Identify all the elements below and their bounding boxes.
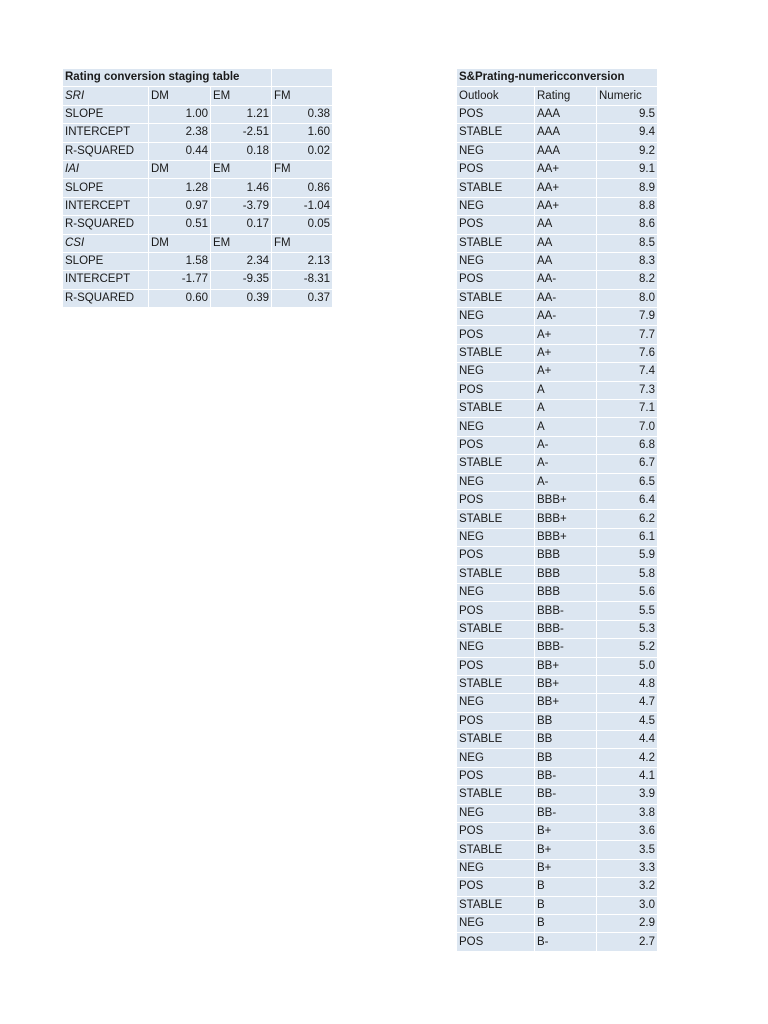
staging-row-label: SLOPE (63, 179, 149, 197)
staging-data-row (63, 290, 333, 308)
sp-outlook-cell: STABLE (457, 676, 535, 694)
sp-outlook-cell: STABLE (457, 841, 535, 859)
sp-numeric-cell: 3.9 (597, 786, 658, 804)
sp-data-row (457, 621, 658, 639)
sp-numeric-cell: 3.6 (597, 823, 658, 841)
sp-data-row (457, 437, 658, 455)
staging-value-cell: 1.58 (149, 253, 211, 271)
sp-outlook-cell: NEG (457, 418, 535, 436)
staging-section-name: IAI (63, 161, 149, 179)
sp-data-row (457, 235, 658, 253)
sp-data-row (457, 363, 658, 381)
sp-numeric-cell: 8.6 (597, 216, 658, 234)
sp-numeric-cell: 8.9 (597, 179, 658, 197)
sp-rating-cell: A- (535, 437, 597, 455)
sp-rating-table (457, 69, 658, 952)
sp-numeric-cell: 7.0 (597, 418, 658, 436)
sp-data-row (457, 382, 658, 400)
sp-data-row (457, 823, 658, 841)
sp-outlook-cell: NEG (457, 694, 535, 712)
sp-data-row (457, 326, 658, 344)
staging-section-header-row (63, 87, 333, 105)
sp-numeric-cell: 6.8 (597, 437, 658, 455)
sp-numeric-cell: 6.5 (597, 474, 658, 492)
sp-rating-cell: AA+ (535, 198, 597, 216)
sp-numeric-cell: 5.6 (597, 584, 658, 602)
sp-rating-cell: BBB+ (535, 510, 597, 528)
sp-rating-cell: B (535, 878, 597, 896)
sp-rating-cell: BBB+ (535, 492, 597, 510)
sp-outlook-cell: POS (457, 933, 535, 951)
sp-outlook-cell: POS (457, 768, 535, 786)
staging-data-row (63, 143, 333, 161)
sp-numeric-cell: 8.2 (597, 271, 658, 289)
sp-rating-cell: BB (535, 749, 597, 767)
sp-data-row (457, 216, 658, 234)
sp-numeric-cell: 4.7 (597, 694, 658, 712)
sp-rating-cell: BBB (535, 547, 597, 565)
sp-data-row (457, 198, 658, 216)
sp-outlook-cell: NEG (457, 143, 535, 161)
sp-rating-cell: AA+ (535, 179, 597, 197)
staging-data-row (63, 179, 333, 197)
staging-row-label: INTERCEPT (63, 198, 149, 216)
sp-outlook-cell: POS (457, 492, 535, 510)
sp-rating-cell: BBB+ (535, 529, 597, 547)
sp-rating-table-body (457, 69, 658, 952)
staging-title: Rating conversion staging table (63, 69, 272, 87)
sp-data-row (457, 510, 658, 528)
sp-data-row (457, 749, 658, 767)
sp-rating-cell: BB- (535, 805, 597, 823)
sp-rating-cell: BB+ (535, 676, 597, 694)
staging-value-cell: 0.60 (149, 290, 211, 308)
staging-row-label: INTERCEPT (63, 124, 149, 142)
sp-data-row (457, 897, 658, 915)
sp-outlook-cell: STABLE (457, 510, 535, 528)
sp-outlook-cell: NEG (457, 474, 535, 492)
sp-data-row (457, 676, 658, 694)
sp-rating-cell: A (535, 382, 597, 400)
sp-numeric-cell: 9.4 (597, 124, 658, 142)
sp-rating-cell: A+ (535, 345, 597, 363)
sp-outlook-cell: STABLE (457, 400, 535, 418)
sp-rating-cell: AAA (535, 143, 597, 161)
sp-data-row (457, 290, 658, 308)
sp-data-row (457, 786, 658, 804)
staging-section-name: CSI (63, 235, 149, 253)
sp-numeric-cell: 6.4 (597, 492, 658, 510)
sp-numeric-cell: 8.3 (597, 253, 658, 271)
sp-rating-cell: B+ (535, 823, 597, 841)
sp-outlook-cell: NEG (457, 639, 535, 657)
staging-row-label: R-SQUARED (63, 216, 149, 234)
staging-data-row (63, 271, 333, 289)
staging-table (63, 69, 333, 308)
staging-value-cell: -9.35 (211, 271, 272, 289)
sp-data-row (457, 253, 658, 271)
sp-numeric-cell: 5.0 (597, 658, 658, 676)
sp-numeric-cell: 4.4 (597, 731, 658, 749)
sp-numeric-cell: 4.2 (597, 749, 658, 767)
sp-numeric-cell: 5.2 (597, 639, 658, 657)
staging-column-header: DM (149, 235, 211, 253)
sp-data-row (457, 602, 658, 620)
sp-rating-cell: BB (535, 713, 597, 731)
sp-outlook-cell: POS (457, 437, 535, 455)
staging-column-header: EM (211, 235, 272, 253)
sp-data-row (457, 768, 658, 786)
sp-data-row (457, 658, 658, 676)
staging-title-row (63, 69, 333, 87)
staging-value-cell: 0.97 (149, 198, 211, 216)
sp-outlook-cell: POS (457, 216, 535, 234)
sp-rating-cell: BB+ (535, 658, 597, 676)
staging-data-row (63, 106, 333, 124)
sp-rating-cell: BBB (535, 566, 597, 584)
sp-numeric-cell: 5.5 (597, 602, 658, 620)
staging-value-cell: -1.77 (149, 271, 211, 289)
staging-value-cell: -1.04 (272, 198, 333, 216)
sp-outlook-cell: NEG (457, 198, 535, 216)
sp-numeric-cell: 7.3 (597, 382, 658, 400)
sp-rating-cell: BBB- (535, 639, 597, 657)
sp-numeric-cell: 5.9 (597, 547, 658, 565)
staging-value-cell: 0.05 (272, 216, 333, 234)
sp-data-row (457, 161, 658, 179)
sp-outlook-cell: STABLE (457, 897, 535, 915)
sp-outlook-cell: STABLE (457, 179, 535, 197)
sp-data-row (457, 547, 658, 565)
sp-data-row (457, 492, 658, 510)
sp-rating-cell: BB- (535, 768, 597, 786)
sp-rating-cell: B+ (535, 860, 597, 878)
sp-data-row (457, 271, 658, 289)
sp-outlook-cell: POS (457, 161, 535, 179)
sp-data-row (457, 584, 658, 602)
sp-data-row (457, 841, 658, 859)
sp-numeric-cell: 9.5 (597, 106, 658, 124)
sp-outlook-cell: NEG (457, 529, 535, 547)
sp-outlook-cell: POS (457, 382, 535, 400)
sp-numeric-cell: 7.4 (597, 363, 658, 381)
sp-numeric-cell: 2.9 (597, 915, 658, 933)
sp-outlook-cell: NEG (457, 253, 535, 271)
sp-numeric-cell: 8.8 (597, 198, 658, 216)
sp-rating-cell: A- (535, 455, 597, 473)
staging-column-header: EM (211, 161, 272, 179)
sp-outlook-cell: POS (457, 271, 535, 289)
sp-rating-cell: BBB- (535, 621, 597, 639)
staging-value-cell: 0.18 (211, 143, 272, 161)
sp-outlook-cell: STABLE (457, 124, 535, 142)
sp-outlook-cell: POS (457, 547, 535, 565)
sp-numeric-cell: 4.8 (597, 676, 658, 694)
staging-row-label: R-SQUARED (63, 143, 149, 161)
staging-table-body (63, 69, 333, 308)
sp-numeric-cell: 4.1 (597, 768, 658, 786)
sp-header-numeric: Numeric (597, 87, 658, 105)
sp-data-row (457, 878, 658, 896)
staging-value-cell: 0.44 (149, 143, 211, 161)
staging-value-cell: 2.34 (211, 253, 272, 271)
sp-outlook-cell: NEG (457, 584, 535, 602)
sp-data-row (457, 933, 658, 951)
staging-row-label: INTERCEPT (63, 271, 149, 289)
staging-column-header: FM (272, 161, 333, 179)
sp-data-row (457, 124, 658, 142)
sp-data-row (457, 713, 658, 731)
sp-outlook-cell: NEG (457, 915, 535, 933)
sp-numeric-cell: 4.5 (597, 713, 658, 731)
staging-value-cell: 1.60 (272, 124, 333, 142)
staging-value-cell: 1.21 (211, 106, 272, 124)
sp-rating-cell: B- (535, 933, 597, 951)
staging-value-cell: 0.39 (211, 290, 272, 308)
sp-title-row (457, 69, 658, 87)
sp-data-row (457, 694, 658, 712)
sp-numeric-cell: 9.1 (597, 161, 658, 179)
sp-outlook-cell: POS (457, 326, 535, 344)
sp-outlook-cell: NEG (457, 860, 535, 878)
sp-header-rating: Rating (535, 87, 597, 105)
sp-rating-cell: A+ (535, 363, 597, 381)
sp-numeric-cell: 7.6 (597, 345, 658, 363)
sp-rating-cell: AA- (535, 271, 597, 289)
sp-rating-cell: BB- (535, 786, 597, 804)
sp-outlook-cell: STABLE (457, 290, 535, 308)
staging-value-cell: 0.02 (272, 143, 333, 161)
staging-value-cell: 1.46 (211, 179, 272, 197)
sp-numeric-cell: 5.3 (597, 621, 658, 639)
sp-data-row (457, 805, 658, 823)
staging-data-row (63, 216, 333, 234)
staging-value-cell: 0.37 (272, 290, 333, 308)
staging-data-row (63, 124, 333, 142)
sp-rating-cell: AA (535, 235, 597, 253)
sp-rating-cell: BB+ (535, 694, 597, 712)
sp-outlook-cell: STABLE (457, 455, 535, 473)
sp-numeric-cell: 8.0 (597, 290, 658, 308)
staging-value-cell: 1.00 (149, 106, 211, 124)
sp-numeric-cell: 6.7 (597, 455, 658, 473)
sp-data-row (457, 400, 658, 418)
sp-data-row (457, 639, 658, 657)
sp-data-row (457, 143, 658, 161)
staging-value-cell: 2.38 (149, 124, 211, 142)
sp-data-row (457, 529, 658, 547)
sp-numeric-cell: 9.2 (597, 143, 658, 161)
staging-row-label: SLOPE (63, 106, 149, 124)
sp-numeric-cell: 5.8 (597, 566, 658, 584)
staging-row-label: SLOPE (63, 253, 149, 271)
sp-title: S&Prating-numericconversion (457, 69, 658, 87)
sp-header-outlook: Outlook (457, 87, 535, 105)
sp-numeric-cell: 2.7 (597, 933, 658, 951)
sp-rating-cell: B+ (535, 841, 597, 859)
sp-outlook-cell: NEG (457, 363, 535, 381)
sp-data-row (457, 915, 658, 933)
staging-column-header: EM (211, 87, 272, 105)
sp-rating-cell: A (535, 400, 597, 418)
staging-value-cell: 0.86 (272, 179, 333, 197)
sp-outlook-cell: STABLE (457, 345, 535, 363)
staging-column-header: FM (272, 87, 333, 105)
sp-rating-cell: AA+ (535, 161, 597, 179)
sp-numeric-cell: 7.1 (597, 400, 658, 418)
sp-outlook-cell: STABLE (457, 235, 535, 253)
staging-value-cell: 2.13 (272, 253, 333, 271)
sp-outlook-cell: POS (457, 713, 535, 731)
staging-row-label: R-SQUARED (63, 290, 149, 308)
sp-numeric-cell: 8.5 (597, 235, 658, 253)
sp-data-row (457, 345, 658, 363)
staging-data-row (63, 198, 333, 216)
staging-value-cell: 0.51 (149, 216, 211, 234)
sp-outlook-cell: STABLE (457, 786, 535, 804)
staging-value-cell: 0.38 (272, 106, 333, 124)
staging-column-header: DM (149, 87, 211, 105)
staging-section-header-row (63, 161, 333, 179)
sp-data-row (457, 308, 658, 326)
sp-outlook-cell: STABLE (457, 566, 535, 584)
sp-numeric-cell: 3.3 (597, 860, 658, 878)
sp-numeric-cell: 3.8 (597, 805, 658, 823)
sp-rating-cell: BBB (535, 584, 597, 602)
sp-rating-cell: AA (535, 253, 597, 271)
sp-outlook-cell: NEG (457, 805, 535, 823)
staging-value-cell: 0.17 (211, 216, 272, 234)
sp-outlook-cell: NEG (457, 749, 535, 767)
staging-value-cell: -8.31 (272, 271, 333, 289)
sp-data-row (457, 455, 658, 473)
sp-numeric-cell: 7.9 (597, 308, 658, 326)
sp-data-row (457, 106, 658, 124)
staging-column-header: FM (272, 235, 333, 253)
staging-section-header-row (63, 235, 333, 253)
staging-title-spacer (272, 69, 333, 87)
sp-data-row (457, 860, 658, 878)
staging-value-cell: -2.51 (211, 124, 272, 142)
sp-outlook-cell: POS (457, 658, 535, 676)
sp-rating-cell: A (535, 418, 597, 436)
sp-numeric-cell: 7.7 (597, 326, 658, 344)
sp-data-row (457, 179, 658, 197)
sp-rating-cell: AA- (535, 290, 597, 308)
sp-rating-cell: BBB- (535, 602, 597, 620)
sp-rating-cell: AA (535, 216, 597, 234)
sp-numeric-cell: 3.5 (597, 841, 658, 859)
sp-numeric-cell: 3.0 (597, 897, 658, 915)
sp-numeric-cell: 6.2 (597, 510, 658, 528)
sp-rating-cell: BB (535, 731, 597, 749)
staging-data-row (63, 253, 333, 271)
sp-outlook-cell: STABLE (457, 731, 535, 749)
sp-data-row (457, 474, 658, 492)
sp-numeric-cell: 3.2 (597, 878, 658, 896)
staging-section-name: SRI (63, 87, 149, 105)
sp-outlook-cell: POS (457, 823, 535, 841)
sp-rating-cell: A- (535, 474, 597, 492)
sp-outlook-cell: POS (457, 602, 535, 620)
sp-rating-cell: AA- (535, 308, 597, 326)
sp-rating-cell: AAA (535, 124, 597, 142)
sp-rating-cell: AAA (535, 106, 597, 124)
sp-data-row (457, 566, 658, 584)
sp-outlook-cell: NEG (457, 308, 535, 326)
sp-rating-cell: B (535, 915, 597, 933)
staging-value-cell: 1.28 (149, 179, 211, 197)
staging-column-header: DM (149, 161, 211, 179)
sp-outlook-cell: STABLE (457, 621, 535, 639)
sp-outlook-cell: POS (457, 878, 535, 896)
sp-header-row (457, 87, 658, 105)
sp-rating-cell: A+ (535, 326, 597, 344)
sp-numeric-cell: 6.1 (597, 529, 658, 547)
sp-rating-cell: B (535, 897, 597, 915)
sp-outlook-cell: POS (457, 106, 535, 124)
sp-data-row (457, 418, 658, 436)
sp-data-row (457, 731, 658, 749)
staging-value-cell: -3.79 (211, 198, 272, 216)
